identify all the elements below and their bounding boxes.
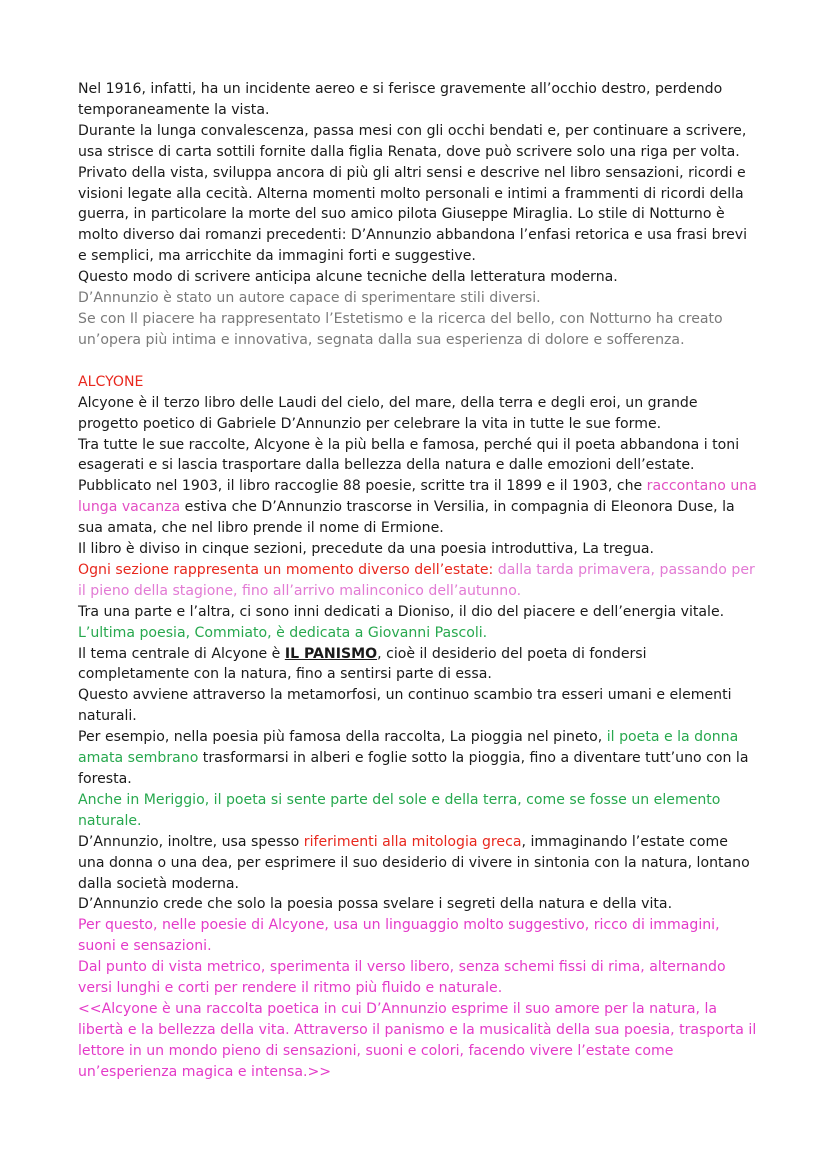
highlight-mitologia: riferimenti alla mitologia greca	[303, 833, 522, 850]
paragraph-conclusione: <<Alcyone è una raccolta poetica in cui D’Annunzio esprime il suo amore per la natura, la libertà e la bellezza della vita. Attraverso il panismo e la musicalità della sua poesia, trasporta il lettore in un mondo pieno di sensazioni, suoni e colori, facendo vivere l’estate come un’esperienza magica e intensa.>>	[78, 1000, 757, 1080]
highlight-poeta-donna: il poeta e la donna amata sembrano	[78, 729, 739, 767]
paragraph-pioggia	[78, 727, 758, 790]
paragraph-meriggio: Anche in Meriggio, il poeta si sente parte del sole e della terra, come se fosse un elemento naturale.	[78, 791, 721, 829]
paragraph-panismo	[78, 644, 758, 686]
section-gap	[78, 351, 758, 372]
paragraph-metamorfosi: Questo avviene attraverso la metamorfosi, un continuo scambio tra esseri umani e elementi naturali.	[78, 687, 732, 725]
text-run: D’Annunzio, inoltre, usa spesso	[78, 833, 304, 850]
paragraph-mitologia	[78, 832, 758, 895]
paragraph-modern-technique: Questo modo di scrivere anticipa alcune tecniche della letteratura moderna.	[78, 269, 618, 286]
paragraph-raccolte: Tra tutte le sue raccolte, Alcyone è la più bella e famosa, perché qui il poeta abbandona i toni esagerati e si lascia trasportare dalla bellezza della natura e dalle emozioni dell’estate.	[78, 436, 740, 474]
highlight-stagioni: dalla tarda primavera, passando per il pieno della stagione, fino all’arrivo malinconico dell’autunno.	[78, 561, 755, 599]
paragraph-laudi: Alcyone è il terzo libro delle Laudi del cielo, del mare, della terra e degli eroi, un grande progetto poetico di Gabriele D’Annunzio per celebrare la vita in tutte le sue forme.	[78, 394, 698, 432]
section-heading-alcyone: ALCYONE	[78, 373, 144, 390]
paragraph-linguaggio: Per questo, nelle poesie di Alcyone, usa un linguaggio molto suggestivo, ricco di immagini, suoni e sensazioni.	[78, 917, 720, 955]
paragraph-notturno-style: Privato della vista, sviluppa ancora di più gli altri sensi e descrive nel libro sensazioni, ricordi e visioni legate alla cecità. Alterna momenti molto personali e intimi a frammenti di ricordi della guerra, in particolare la morte del suo amico pilota Giuseppe Miraglia. Lo stile di Notturno è molto diverso dai romanzi precedenti: D’Annunzio abbandona l’enfasi retorica e usa frasi brevi e semplici, ma arricchite da immagini forti e suggestive.	[78, 164, 748, 265]
paragraph-dioniso: Tra una parte e l’altra, ci sono inni dedicati a Dioniso, il dio del piacere e dell’energia vitale.	[78, 603, 725, 620]
paragraph-metrica: Dal punto di vista metrico, sperimenta il verso libero, senza schemi fissi di rima, alternando versi lunghi e corti per rendere il ritmo più fluido e naturale.	[78, 959, 726, 997]
text-run: , immaginando l’estate come una donna o una dea, per esprimere il suo desiderio di vivere in sintonia con la natura, lontano dalla società moderna.	[78, 833, 750, 892]
paragraph-author-summary: D’Annunzio è stato un autore capace di sperimentare stili diversi.	[78, 290, 541, 307]
text-run: , cioè il desiderio del poeta di fondersi completamente con la natura, fino a sentirsi parte di essa.	[78, 645, 647, 683]
highlight-vacanza: raccontano una lunga vacanza	[78, 478, 757, 516]
text-run: Pubblicato nel 1903, il libro raccoglie 88 poesie, scritte tra il 1899 e il 1903, che	[78, 478, 647, 495]
highlight-sezione: Ogni sezione rappresenta un momento diverso dell’estate:	[78, 561, 494, 578]
text-run: estiva che D’Annunzio trascorse in Versilia, in compagnia di Eleonora Duse, la sua amata, che nel libro prende il nome di Ermione.	[78, 499, 735, 537]
paragraph-publication	[78, 476, 758, 539]
paragraph-poesia-segreti: D’Annunzio crede che solo la poesia possa svelare i segreti della natura e della vita.	[78, 896, 673, 913]
text-run: trasformarsi in alberi e foglie sotto la pioggia, fino a diventare tutt’uno con la foresta.	[78, 750, 749, 787]
document-page	[78, 79, 758, 1083]
paragraph-seasons	[78, 560, 758, 602]
paragraph-incident: Nel 1916, infatti, ha un incidente aereo e si ferisce gravemente all’occhio destro, perdendo temporaneamente la vista.	[78, 81, 723, 118]
text-run: Per esempio, nella poesia più famosa della raccolta, La pioggia nel pineto,	[78, 729, 607, 746]
paragraph-commiato: L’ultima poesia, Commiato, è dedicata a Giovanni Pascoli.	[78, 624, 488, 641]
text-run: Il tema centrale di Alcyone è	[78, 645, 285, 662]
keyword-panismo: IL PANISMO	[284, 645, 378, 662]
paragraph-convalescence: Durante la lunga convalescenza, passa mesi con gli occhi bendati e, per continuare a scrivere, usa strisce di carta sottili fornite dalla figlia Renata, dove può scrivere solo una riga per volta.	[78, 122, 747, 160]
paragraph-piacere-notturno: Se con Il piacere ha rappresentato l’Estetismo e la ricerca del bello, con Notturno ha creato un’opera più intima e innovativa, segnata dalla sua esperienza di dolore e sofferenza.	[78, 310, 723, 348]
paragraph-sections: Il libro è diviso in cinque sezioni, precedute da una poesia introduttiva, La tregua.	[78, 541, 654, 558]
